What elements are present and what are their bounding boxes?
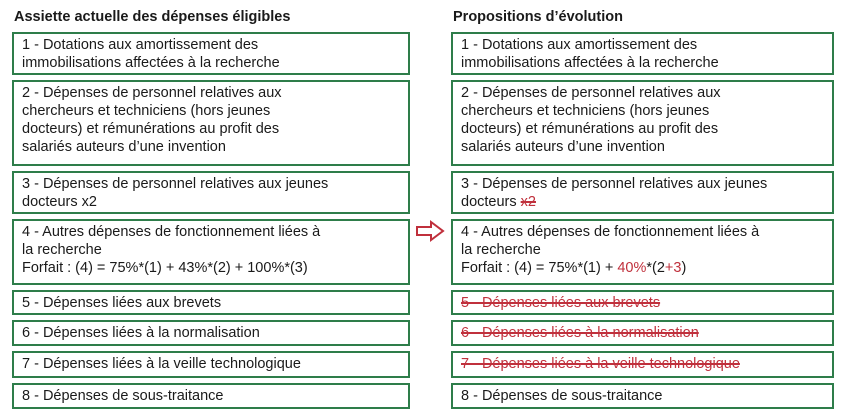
current-item-7	[12, 351, 410, 378]
current-item-3	[12, 171, 410, 214]
formula-part-c: )	[681, 260, 687, 276]
changed-rate: 40%	[617, 260, 647, 276]
proposed-item-2	[451, 80, 834, 166]
current-item-8-label: 8 - Dépenses de sous-traitance	[22, 388, 224, 404]
current-item-2-line-1: 2 - Dépenses de personnel relatives aux	[22, 85, 282, 101]
current-item-6-label: 6 - Dépenses liées à la normalisation	[22, 325, 260, 341]
current-item-3-line-1: 3 - Dépenses de personnel relatives aux jeunes	[22, 176, 329, 192]
arrow-right-outline-icon	[415, 220, 445, 242]
proposed-evolution-column	[451, 0, 834, 414]
proposed-item-1-line-2: immobilisations affectées à la recherche	[461, 55, 719, 71]
proposed-item-2-line-2: chercheurs et techniciens (hors jeunes	[461, 103, 710, 119]
proposed-item-3-line-1: 3 - Dépenses de personnel relatives aux jeunes	[461, 176, 768, 192]
added-term: +3	[664, 260, 682, 276]
proposed-item-2-line-4: salariés auteurs d’une invention	[461, 139, 665, 155]
current-item-2-line-3: docteurs) et rémunérations au profit des	[22, 121, 280, 137]
formula-part-a: Forfait : (4) = 75%*(1) +	[461, 260, 618, 276]
current-item-4-line-1: 4 - Autres dépenses de fonctionnement liées à	[22, 224, 321, 240]
current-item-3-line-2: docteurs x2	[22, 194, 97, 210]
proposed-item-6	[451, 320, 834, 346]
proposed-item-6-label-removed: 6 - Dépenses liées à la normalisation	[461, 325, 699, 341]
proposed-item-1	[451, 32, 834, 75]
proposed-item-3-prefix: docteurs	[461, 194, 521, 210]
current-item-4	[12, 219, 410, 285]
proposed-column-title: Propositions d’évolution	[453, 9, 623, 25]
proposed-item-4-formula	[461, 259, 824, 277]
proposed-item-3-line-2	[461, 193, 824, 211]
removed-multiplier: x2	[520, 194, 536, 210]
formula-part-b: *(2	[646, 260, 665, 276]
proposed-item-1-line-1: 1 - Dotations aux amortissement des	[461, 37, 698, 53]
current-item-4-formula: Forfait : (4) = 75%*(1) + 43%*(2) + 100%*(3)	[22, 260, 308, 276]
current-item-2-line-2: chercheurs et techniciens (hors jeunes	[22, 103, 271, 119]
proposed-item-5-label-removed: 5 - Dépenses liées aux brevets	[461, 295, 661, 311]
current-item-1-line-1: 1 - Dotations aux amortissement des	[22, 37, 259, 53]
proposed-item-2-line-1: 2 - Dépenses de personnel relatives aux	[461, 85, 721, 101]
current-item-8	[12, 383, 410, 409]
proposed-item-4-line-2: la recherche	[461, 242, 541, 258]
current-eligible-expenses-column	[12, 0, 410, 414]
proposed-item-7	[451, 351, 834, 378]
proposed-item-4	[451, 219, 834, 285]
current-item-1-line-2: immobilisations affectées à la recherche	[22, 55, 280, 71]
proposed-item-7-label-removed: 7 - Dépenses liées à la veille technologique	[461, 356, 740, 372]
proposed-item-3	[451, 171, 834, 214]
current-item-2	[12, 80, 410, 166]
proposed-item-2-line-3: docteurs) et rémunérations au profit des	[461, 121, 719, 137]
current-item-2-line-4: salariés auteurs d’une invention	[22, 139, 226, 155]
proposed-item-8	[451, 383, 834, 409]
current-item-5-label: 5 - Dépenses liées aux brevets	[22, 295, 222, 311]
current-item-7-label: 7 - Dépenses liées à la veille technologique	[22, 356, 301, 372]
current-item-4-line-2: la recherche	[22, 242, 102, 258]
proposed-items-list	[451, 32, 834, 409]
current-item-1	[12, 32, 410, 75]
proposed-item-4-line-1: 4 - Autres dépenses de fonctionnement liées à	[461, 224, 760, 240]
proposed-item-8-label: 8 - Dépenses de sous-traitance	[461, 388, 663, 404]
current-column-title: Assiette actuelle des dépenses éligibles	[14, 9, 291, 25]
proposed-item-5	[451, 290, 834, 315]
current-item-5	[12, 290, 410, 315]
current-items-list	[12, 32, 410, 409]
current-item-6	[12, 320, 410, 346]
